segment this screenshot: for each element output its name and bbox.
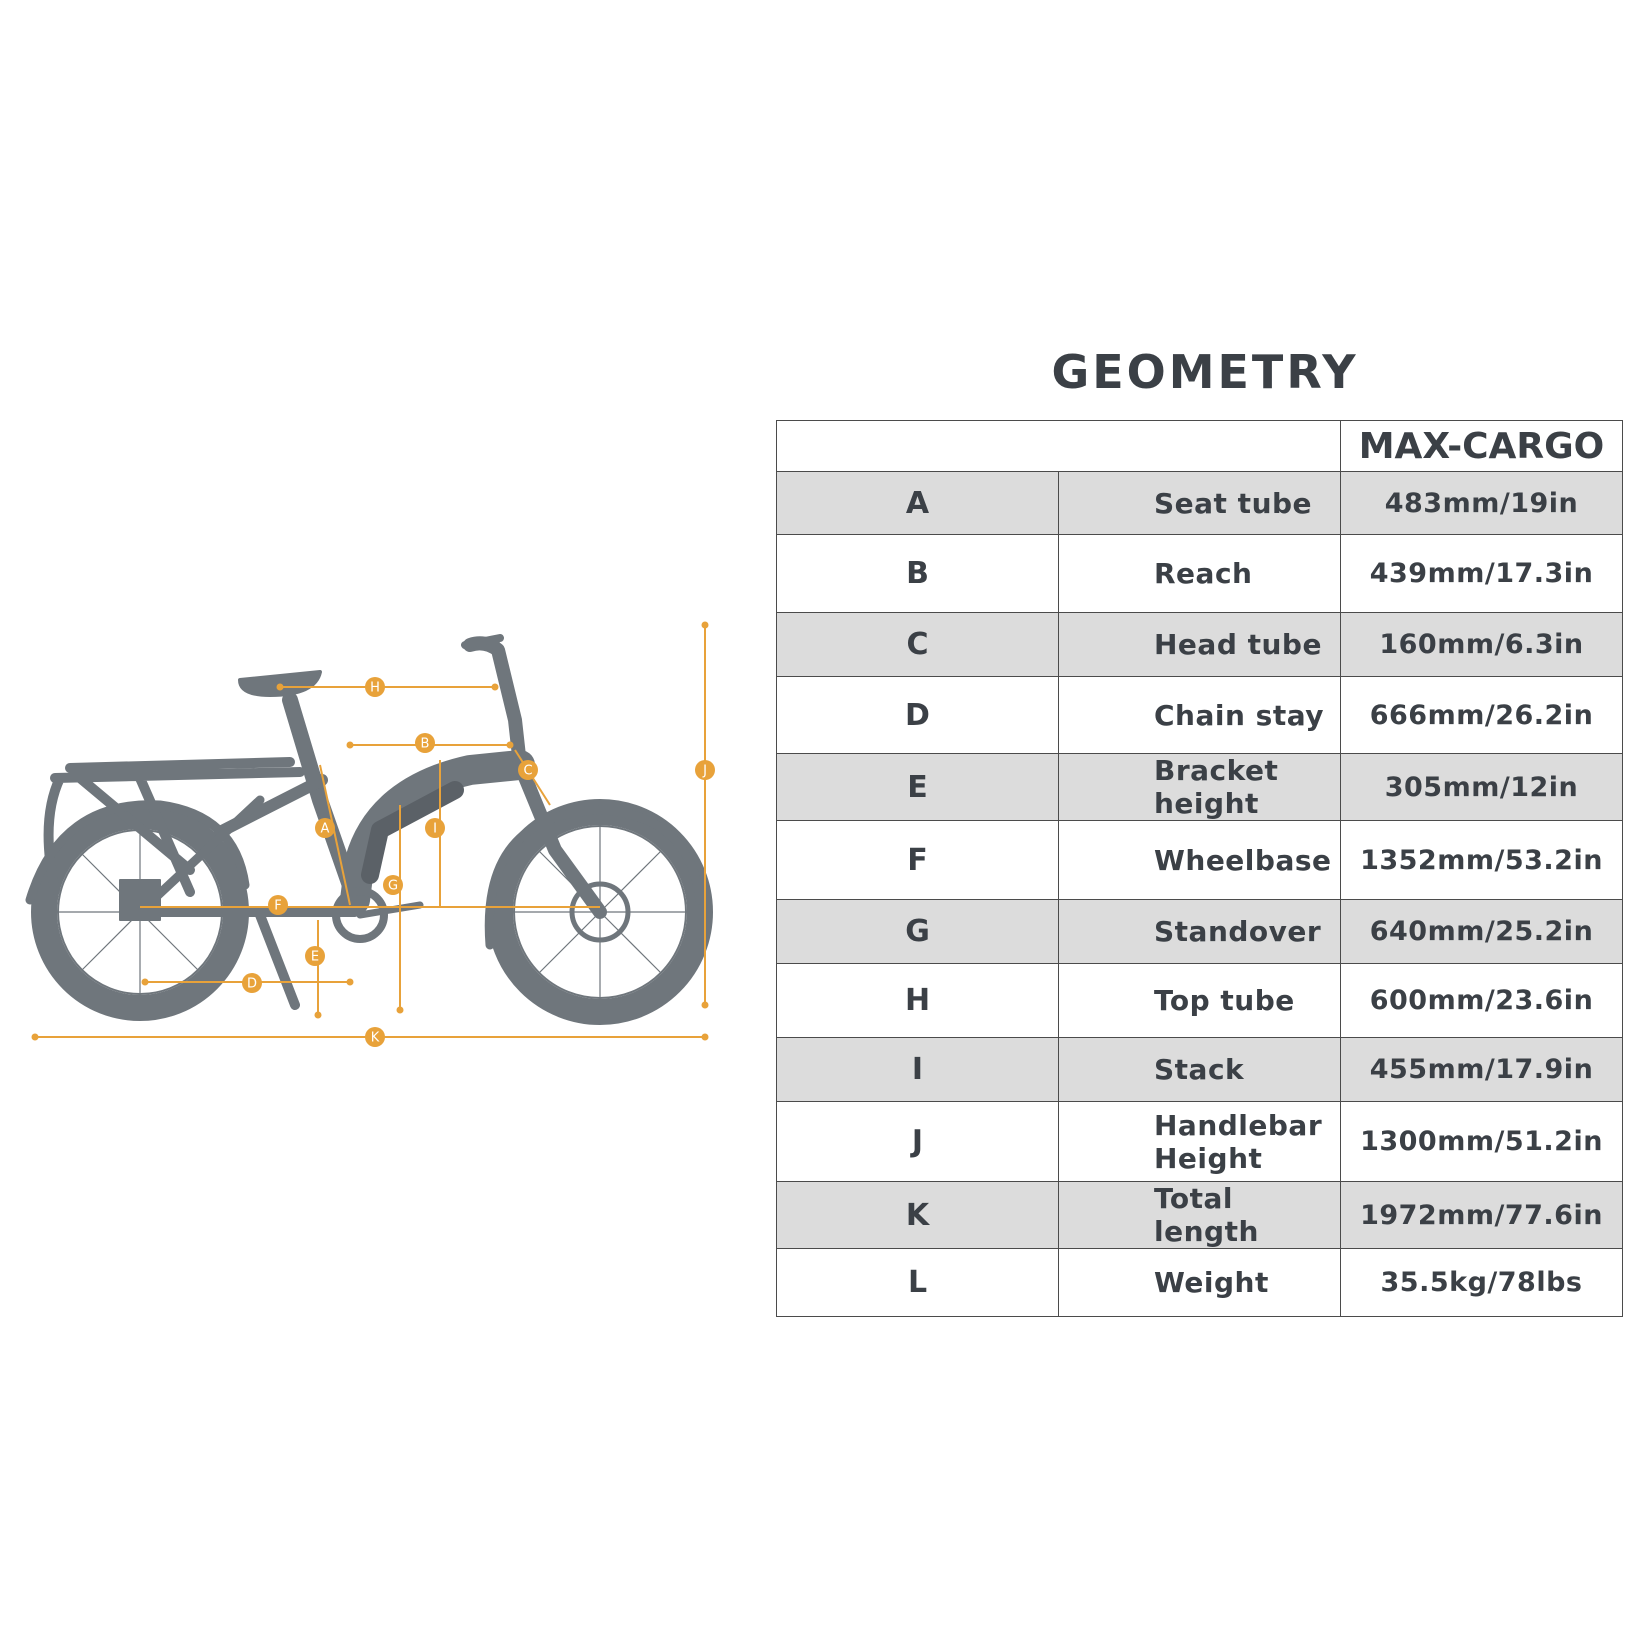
row-value: 483mm/19in: [1341, 472, 1623, 535]
geometry-table: [776, 420, 1623, 1317]
table-row: [777, 535, 1623, 613]
row-letter: G: [777, 900, 1059, 964]
row-value: 35.5kg/78lbs: [1341, 1249, 1623, 1317]
marker-c: [518, 760, 538, 780]
marker-label: A: [320, 821, 330, 837]
row-name: Reach: [1059, 535, 1341, 613]
marker-b: [415, 733, 435, 753]
marker-a: [315, 818, 335, 838]
marker-label: H: [370, 680, 380, 696]
row-value: 1300mm/51.2in: [1341, 1102, 1623, 1182]
row-name: Stack: [1059, 1038, 1341, 1102]
table-row: [777, 1102, 1623, 1182]
row-name: Seat tube: [1059, 472, 1341, 535]
marker-label: B: [420, 736, 430, 752]
marker-k: [365, 1027, 385, 1047]
page-title: GEOMETRY: [1051, 345, 1359, 399]
marker-label: F: [274, 898, 282, 914]
table-row: [777, 1182, 1623, 1249]
row-letter: J: [777, 1102, 1059, 1182]
marker-e: [305, 946, 325, 966]
marker-d: [242, 973, 262, 993]
row-name: Top tube: [1059, 964, 1341, 1038]
marker-j: [695, 760, 715, 780]
row-letter: K: [777, 1182, 1059, 1249]
marker-label: J: [703, 763, 707, 779]
bike-silhouette: [30, 638, 700, 1012]
bike-geometry-diagram: [0, 600, 730, 1120]
row-name: Weight: [1059, 1249, 1341, 1317]
seat-tube: [290, 700, 355, 900]
row-value: 455mm/17.9in: [1341, 1038, 1623, 1102]
table-row: [777, 677, 1623, 754]
model-name: MAX-CARGO: [1341, 421, 1623, 472]
marker-f: [268, 895, 288, 915]
marker-label: K: [370, 1030, 380, 1046]
row-letter: F: [777, 821, 1059, 900]
kickstand: [260, 915, 295, 1005]
row-name: Head tube: [1059, 613, 1341, 677]
header-blank-cell: [777, 421, 1341, 472]
marker-label: G: [387, 878, 399, 894]
row-value: 640mm/25.2in: [1341, 900, 1623, 964]
table-row: [777, 1249, 1623, 1317]
row-letter: I: [777, 1038, 1059, 1102]
table-row: [777, 821, 1623, 900]
row-value: 1352mm/53.2in: [1341, 821, 1623, 900]
row-name: Handlebar Height: [1059, 1102, 1341, 1182]
table-row: [777, 754, 1623, 821]
row-value: 1972mm/77.6in: [1341, 1182, 1623, 1249]
table-row: [777, 1038, 1623, 1102]
row-letter: C: [777, 613, 1059, 677]
marker-label: D: [246, 976, 258, 992]
table-row: [777, 472, 1623, 535]
row-name: Chain stay: [1059, 677, 1341, 754]
row-name: Wheelbase: [1059, 821, 1341, 900]
row-value: 600mm/23.6in: [1341, 964, 1623, 1038]
row-value: 160mm/6.3in: [1341, 613, 1623, 677]
row-letter: L: [777, 1249, 1059, 1317]
row-value: 666mm/26.2in: [1341, 677, 1623, 754]
row-value: 305mm/12in: [1341, 754, 1623, 821]
row-letter: D: [777, 677, 1059, 754]
row-letter: E: [777, 754, 1059, 821]
marker-h: [365, 677, 385, 697]
row-name: Standover: [1059, 900, 1341, 964]
marker-label: C: [523, 763, 533, 779]
table-row: [777, 900, 1623, 964]
marker-label: E: [310, 949, 320, 965]
row-name: Bracket height: [1059, 754, 1341, 821]
table-row: [777, 613, 1623, 677]
marker-g: [383, 875, 403, 895]
row-letter: H: [777, 964, 1059, 1038]
table-header-row: [777, 421, 1623, 472]
row-value: 439mm/17.3in: [1341, 535, 1623, 613]
row-letter: B: [777, 535, 1059, 613]
rear-motor: [120, 880, 160, 920]
row-letter: A: [777, 472, 1059, 535]
row-name: Total length: [1059, 1182, 1341, 1249]
table-row: [777, 964, 1623, 1038]
marker-label: I: [433, 821, 437, 837]
marker-i: [425, 818, 445, 838]
